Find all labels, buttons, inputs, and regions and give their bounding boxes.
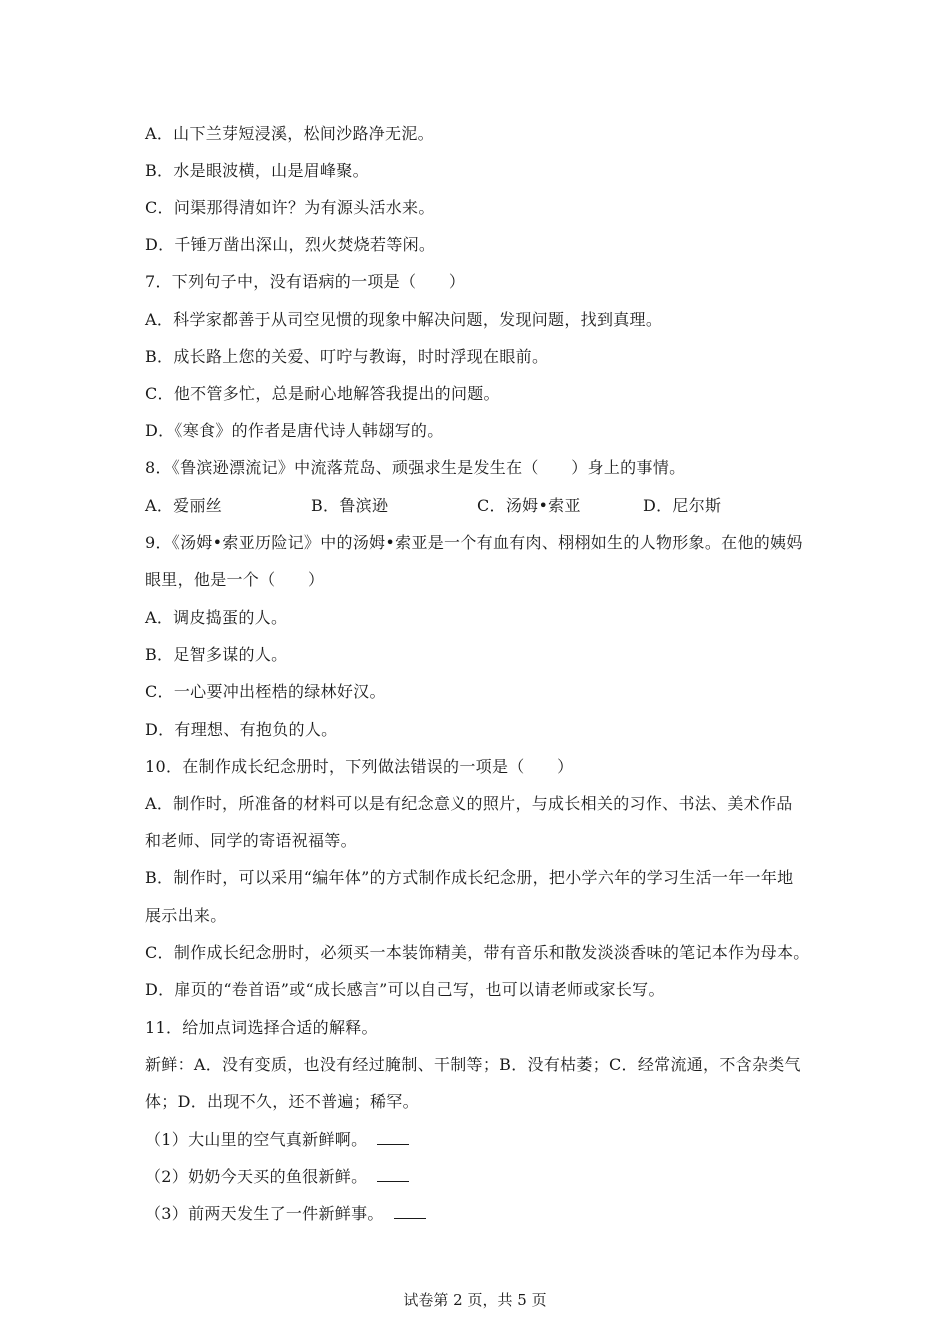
q11-item-1 <box>145 1130 810 1150</box>
q6-option-b: B．水是眼波横，山是眉峰聚。 <box>145 161 369 180</box>
q8-options <box>145 496 810 516</box>
q9-stem-line2: 眼里，他是一个（ ） <box>145 570 325 589</box>
q6-option-d: D．千锤万凿出深山，烈火焚烧若等闲。 <box>145 235 436 254</box>
q8-option-c: C．汤姆•索亚 <box>477 496 581 515</box>
q6-option-a: A．山下兰芽短浸溪，松间沙路净无泥。 <box>145 124 434 143</box>
answer-blank-1[interactable] <box>377 1130 409 1145</box>
q10-option-b-line2: 展示出来。 <box>145 906 227 925</box>
q9-option-a: A．调皮捣蛋的人。 <box>145 608 288 627</box>
q9-option-c: C．一心要冲出桎梏的绿林好汉。 <box>145 682 386 701</box>
q6-option-c: C．问渠那得清如许？为有源头活水来。 <box>145 198 435 217</box>
q7-option-d: D．《寒食》的作者是唐代诗人韩翃写的。 <box>145 421 444 440</box>
q10-option-a-line2: 和老师、同学的寄语祝福等。 <box>145 831 357 850</box>
q11-definition-line2: 体；D．出现不久，还不普遍；稀罕。 <box>145 1092 419 1111</box>
q9-stem-line1: 9．《汤姆•索亚历险记》中的汤姆•索亚是一个有血有肉、栩栩如生的人物形象。在他的姨妈 <box>145 533 803 552</box>
q10-option-c: C．制作成长纪念册时，必须买一本装饰精美，带有音乐和散发淡淡香味的笔记本作为母本。 <box>145 943 810 962</box>
q7-option-c: C．他不管多忙，总是耐心地解答我提出的问题。 <box>145 384 500 403</box>
q11-item-1-text: （1）大山里的空气真新鲜啊。 <box>145 1130 368 1149</box>
q8-option-b: B．鲁滨逊 <box>311 496 389 515</box>
q11-definition-line1: 新鲜：A．没有变质，也没有经过腌制、干制等；B．没有枯萎；C．经常流通，不含杂类气 <box>145 1055 801 1074</box>
q11-item-3-text: （3）前两天发生了一件新鲜事。 <box>145 1204 384 1223</box>
q10-option-d: D．扉页的“卷首语”或“成长感言”可以自己写，也可以请老师或家长写。 <box>145 980 665 999</box>
q11-stem: 11．给加点词选择合适的解释。 <box>145 1018 378 1037</box>
q11-item-2 <box>145 1167 810 1187</box>
q8-option-a: A．爱丽丝 <box>145 496 223 515</box>
answer-blank-2[interactable] <box>377 1167 409 1182</box>
q7-option-b: B．成长路上您的关爱、叮咛与教诲，时时浮现在眼前。 <box>145 347 549 366</box>
q10-option-a-line1: A．制作时，所准备的材料可以是有纪念意义的照片，与成长相关的习作、书法、美术作品 <box>145 794 793 813</box>
q10-option-b-line1: B．制作时，可以采用“编年体”的方式制作成长纪念册，把小学六年的学习生活一年一年地 <box>145 868 794 887</box>
q7-option-a: A．科学家都善于从司空见惯的现象中解决问题，发现问题，找到真理。 <box>145 310 663 329</box>
q8-stem: 8．《鲁滨逊漂流记》中流落荒岛、顽强求生是发生在（ ）身上的事情。 <box>145 458 686 477</box>
answer-blank-3[interactable] <box>394 1204 426 1219</box>
q11-item-2-text: （2）奶奶今天买的鱼很新鲜。 <box>145 1167 368 1186</box>
q10-stem: 10．在制作成长纪念册时，下列做法错误的一项是（ ） <box>145 757 574 776</box>
q11-item-3 <box>145 1204 810 1224</box>
q9-option-b: B．足智多谋的人。 <box>145 645 288 664</box>
page-footer: 试卷第 2 页，共 5 页 <box>403 1291 547 1309</box>
q8-option-d: D．尼尔斯 <box>643 496 722 515</box>
q7-stem: 7．下列句子中，没有语病的一项是（ ） <box>145 272 466 291</box>
q9-option-d: D．有理想、有抱负的人。 <box>145 720 338 739</box>
